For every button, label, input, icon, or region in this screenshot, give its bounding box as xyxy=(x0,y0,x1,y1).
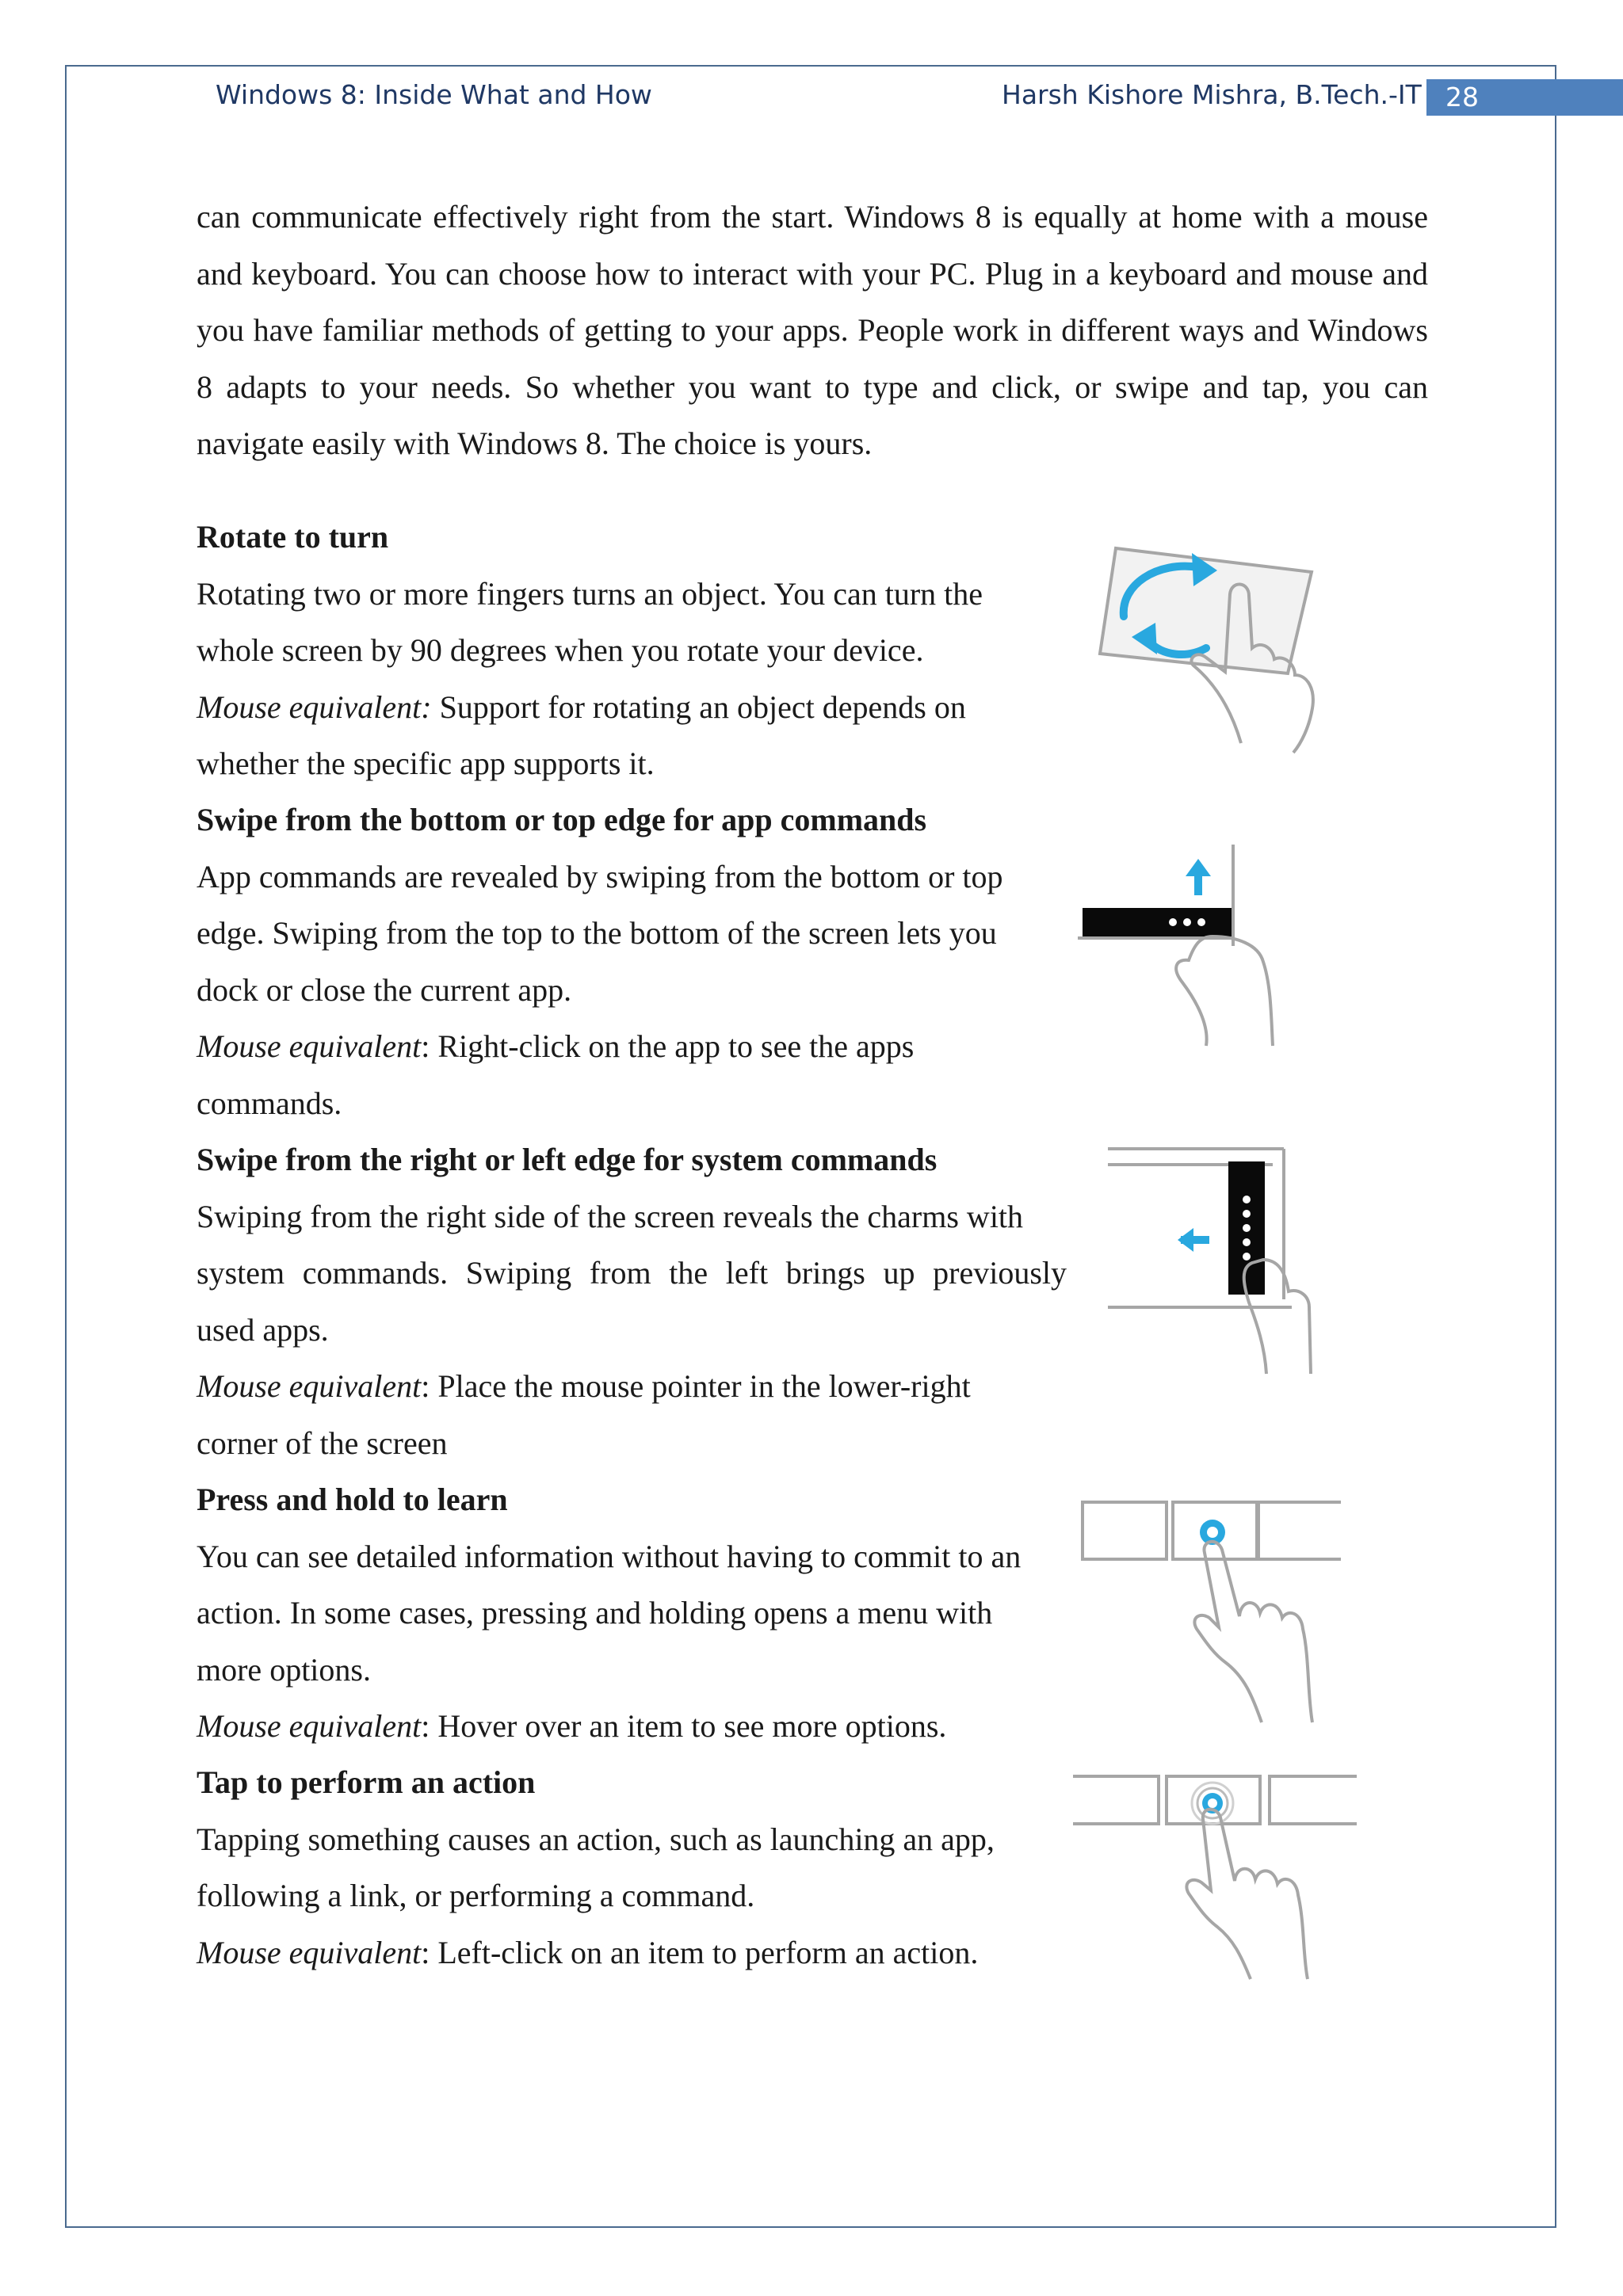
section-text: dock or close the current app. xyxy=(197,971,572,1008)
swipe-bottom-gesture-icon xyxy=(1078,843,1331,1051)
section-text: Rotating two or more fingers turns an object. You can turn the xyxy=(197,575,983,612)
section-text: more options. xyxy=(197,1651,371,1688)
mouse-equivalent-text: Support for rotating an object depends on xyxy=(431,688,966,725)
section-swipe-right xyxy=(197,1131,1067,1471)
mouse-equivalent-label: Mouse equivalent xyxy=(197,1934,422,1970)
section-tap xyxy=(197,1754,1068,1981)
section-text: following a link, or performing a command. xyxy=(197,1878,755,1913)
section-text: whole screen by 90 degrees when you rotate your device. xyxy=(197,632,924,668)
mouse-equivalent-label: Mouse equivalent xyxy=(197,1028,422,1064)
mouse-equivalent-label: Mouse equivalent xyxy=(197,1708,422,1744)
mouse-equivalent xyxy=(197,1924,1068,1981)
section-text: whether the specific app supports it. xyxy=(197,746,655,781)
mouse-equivalent-text: : Right-click on the app to see the apps xyxy=(421,1028,915,1064)
mouse-equivalent-text: : Left-click on an item to perform an action. xyxy=(421,1934,979,1970)
section-text: edge. Swiping from the top to the bottom of the screen lets you xyxy=(197,915,997,951)
section-heading: Swipe from the right or left edge for system commands xyxy=(197,1142,938,1177)
section-heading: Swipe from the bottom or top edge for app commands xyxy=(197,802,927,837)
mouse-equivalent-label: Mouse equivalent: xyxy=(197,688,432,725)
section-text: commands. xyxy=(197,1085,342,1121)
section-text: used apps. xyxy=(197,1311,329,1348)
mouse-equivalent-text: : Hover over an item to see more options. xyxy=(421,1708,947,1744)
rotate-gesture-icon xyxy=(1086,539,1323,761)
section-text: Tapping something causes an action, such as launching an app, xyxy=(197,1821,995,1857)
section-heading: Tap to perform an action xyxy=(197,1764,536,1800)
section-text: action. In some cases, pressing and holding opens a menu with xyxy=(197,1595,993,1630)
header-title: Windows 8: Inside What and How xyxy=(216,79,652,110)
mouse-equivalent xyxy=(197,1698,1068,1755)
mouse-equivalent-label: Mouse equivalent xyxy=(197,1368,422,1404)
section-rotate xyxy=(197,509,1037,792)
mouse-equivalent xyxy=(197,1358,1067,1415)
section-text: App commands are revealed by swiping from the bottom or top xyxy=(197,858,1003,894)
header-author: Harsh Kishore Mishra, B.Tech.-IT xyxy=(1002,79,1422,110)
section-text: corner of the screen xyxy=(197,1425,448,1461)
press-hold-gesture-icon xyxy=(1078,1497,1347,1727)
mouse-equivalent xyxy=(197,679,1037,736)
swipe-right-gesture-icon xyxy=(1102,1141,1355,1379)
section-heading: Rotate to turn xyxy=(197,519,389,555)
section-swipe-bottom xyxy=(197,791,1068,1131)
section-text: Swiping from the right side of the screen reveals the charms with xyxy=(197,1198,1024,1234)
tap-gesture-icon xyxy=(1071,1772,1365,1985)
section-press-hold xyxy=(197,1471,1068,1755)
section-text: You can see detailed information without having to commit to an xyxy=(197,1538,1022,1574)
intro-paragraph: can communicate effectively right from the start. Windows 8 is equally at home with a mouse and keyboard. You can choose how to interact with your PC. Plug in a keyboard and mouse and you have familiar methods of getting to your apps. People work in different ways and Windows 8 adapts to your needs. So whether you want to type and click, or swipe and tap, you can navigate easily with Windows 8. The choice is yours. xyxy=(197,199,1428,461)
section-text: system commands. Swiping from the left brings up previously xyxy=(197,1255,1067,1291)
page-number: 28 xyxy=(1426,79,1623,116)
mouse-equivalent-text: : Place the mouse pointer in the lower-right xyxy=(421,1368,971,1404)
mouse-equivalent xyxy=(197,1018,1068,1075)
section-heading: Press and hold to learn xyxy=(197,1482,508,1517)
